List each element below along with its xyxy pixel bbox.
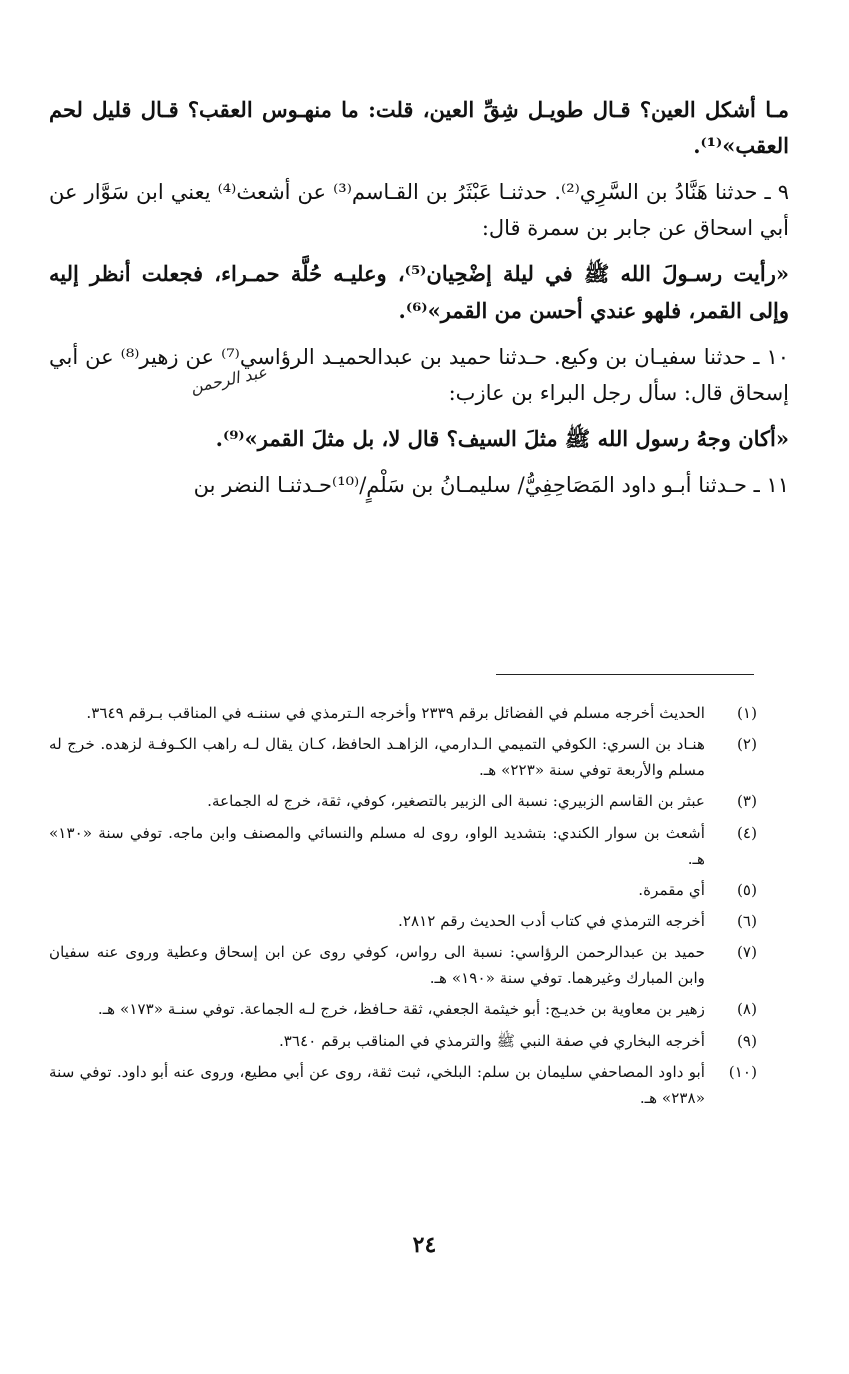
footnote (49, 996, 757, 1022)
footnote (49, 731, 757, 783)
footnote-number: (٧) (736, 943, 757, 962)
main-text (49, 92, 789, 513)
footnote-number: (١٠) (728, 1062, 757, 1081)
footnote-number: (٤) (736, 823, 757, 842)
footnote-text: أي مقمرة. (638, 880, 705, 899)
footnote-divider (496, 674, 754, 675)
footnote (49, 1059, 757, 1111)
footnote-number: (٢) (736, 735, 757, 754)
footnote-number: (١) (736, 704, 757, 722)
footnote-number: (٦) (736, 911, 757, 930)
handwritten-annotation: عبد الرحمن (188, 362, 269, 397)
footnote-number: (٥) (736, 880, 757, 899)
footnotes-list (49, 700, 757, 1116)
footnote (49, 939, 757, 991)
footnote-text: عبثر بن القاسم الزبيري: نسبة الى الزبير بالتصغير، كوفي، ثقة، خرج له الجماعة. (207, 792, 705, 811)
footnote-text: أبو داود المصاحفي سليمان بن سلم: البلخي، ثبت ثقة، روى عن أبي مطيع، وروى عنه أبو داود. توفي سنة «٢٣٨» هـ. (49, 1062, 705, 1107)
footnote (49, 700, 757, 726)
hadith-continuation: مـا أشكل العين؟ قـال طويـل شِقِّ العين، قلت: ما منهـوس العقب؟ قـال قليل لحم العقب»⁽¹⁾. (49, 97, 789, 159)
isnad-10: ١٠ ـ حدثنا سفيـان بن وكيع. حـدثنا حميد بن عبدالحميـد الرؤاسي⁽⁷⁾ عن زهير⁽⁸⁾ عن أبي إسحاق قال: سأل رجل البراء بن عازب: (49, 344, 789, 405)
isnad-11: ١١ ـ حـدثنا أبـو داود المَصَاحِفِيُّ/ سليمـانُ بن سَلْمٍ/⁽¹⁰⁾حـدثنـا النضر بن (193, 472, 789, 497)
footnote-text: أخرجه البخاري في صفة النبي ﷺ والترمذي في المناقب برقم ٣٦٤٠. (278, 1031, 705, 1050)
footnote-text: هنـاد بن السري: الكوفي التميمي الـدارمي، الزاهـد الحافظ، كـان يقال لـه راهب الكـوفـة لزهده. خرج له مسلم والأربعة توفي سنة «٢٢٣» هـ. (49, 735, 705, 780)
footnote-text: زهير بن معاوية بن خديـج: أبو خيثمة الجعفي، ثقة حـافظ، خرج لـه الجماعة. توفي سنـة «١٧٣» هـ. (97, 1000, 705, 1019)
footnote (49, 788, 757, 814)
footnote-text: الحديث أخرجه مسلم في الفضائل برقم ٢٣٣٩ وأخرجه الـترمذي في سننـه في المناقب بـرقم ٣٦٤٩. (86, 704, 705, 722)
footnote (49, 1028, 757, 1054)
footnote-text: حميد بن عبدالرحمن الرؤاسي: نسبة الى رواس، كوفي روى عن ابن إسحاق وعطية وروى عنه سفيان وابن المبارك وغيرهما. توفي سنة «١٩٠» هـ. (49, 943, 705, 988)
hadith-9-text: «رأيت رسـولَ الله ﷺ في ليلة إضْحِيان⁽⁵⁾، وعليـه حُلَّة حمـراء، فجعلت أنظر إليه وإلى القمر، فلهو عندي أحسن من القمر»⁽⁶⁾. (49, 261, 789, 323)
footnote-text: أشعث بن سوار الكندي: بتشديد الواو، روى له مسلم والنسائي والمصنف وابن ماجه. توفي سنة «١٣٠» هـ. (49, 823, 705, 868)
page-number: ٢٤ (412, 1232, 437, 1258)
footnote-number: (٨) (736, 1000, 757, 1019)
footnote (49, 877, 757, 903)
footnote-number: (٣) (736, 792, 757, 811)
footnote (49, 908, 757, 934)
footnote-number: (٩) (736, 1031, 757, 1050)
hadith-10-text: «أكان وجهُ رسول الله ﷺ مثلَ السيف؟ قال لا، بل مثلَ القمر»⁽⁹⁾. (215, 425, 789, 451)
footnote-text: أخرجه الترمذي في كتاب أدب الحديث رقم ٢٨١٢. (398, 911, 705, 930)
isnad-9: ٩ ـ حدثنا هَنَّادُ بن السَّرِي⁽²⁾. حدثنـا عَبْثَرُ بن القـاسم⁽³⁾ عن أشعث⁽⁴⁾ يعني ابن سَوَّار عن أبي اسحاق عن جابر بن سمرة قال: (49, 180, 789, 241)
footnote (49, 820, 757, 872)
